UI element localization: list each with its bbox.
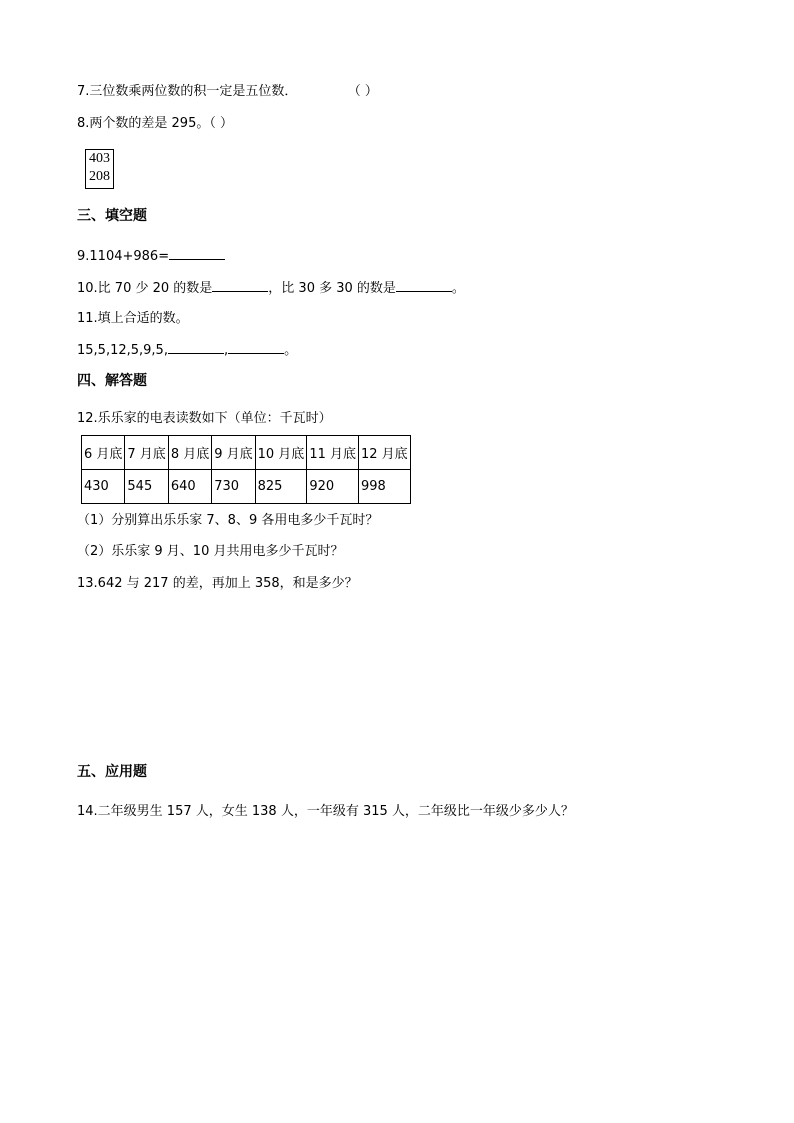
answer-blank[interactable] xyxy=(228,342,284,354)
question-9 xyxy=(77,248,225,265)
table-header-cell: 6 月底 xyxy=(82,436,125,470)
answer-blank[interactable] xyxy=(169,248,225,260)
table-cell: 998 xyxy=(359,470,411,504)
question-12 xyxy=(77,411,332,427)
answer-bracket[interactable]: （ ） xyxy=(347,84,378,99)
table-cell: 430 xyxy=(82,470,125,504)
sub-question-text: （2）乐乐家 9 月、10 月共用电多少千瓦时？ xyxy=(77,544,344,559)
sub-question-text: （1）分别算出乐乐家 7、8、9 各用电多少千瓦时？ xyxy=(77,513,379,528)
question-13 xyxy=(77,576,358,592)
sequence-end: 。 xyxy=(284,343,298,358)
table-cell: 730 xyxy=(212,470,255,504)
table-header-cell: 9 月底 xyxy=(212,436,255,470)
question-12-sub-2 xyxy=(77,544,343,560)
table-header-cell: 8 月底 xyxy=(168,436,211,470)
table-header-cell: 7 月底 xyxy=(125,436,168,470)
section-title-answer-questions: 四、解答题 xyxy=(77,373,147,389)
table-cell: 545 xyxy=(125,470,168,504)
section-title-fill-blank: 三、填空题 xyxy=(77,208,147,224)
question-11-sequence xyxy=(77,342,297,359)
question-10 xyxy=(77,280,465,297)
question-8 xyxy=(77,116,233,132)
question-10-part3: 。 xyxy=(451,281,465,296)
question-7 xyxy=(77,84,378,100)
sequence-comma: , xyxy=(223,343,229,358)
table-cell: 825 xyxy=(255,470,307,504)
table-cell: 640 xyxy=(168,470,211,504)
table-header-cell: 12 月底 xyxy=(359,436,411,470)
number-box-figure xyxy=(85,149,114,189)
table-row xyxy=(82,470,411,504)
section-title-application: 五、应用题 xyxy=(77,764,147,780)
meter-reading-table xyxy=(81,435,411,504)
box-top-number: 403 xyxy=(89,151,110,166)
question-10-part2: ，比 30 多 30 的数是 xyxy=(268,281,396,296)
question-14-text: 14.二年级男生 157 人，女生 138 人，一年级有 315 人，二年级比一年级少多少人？ xyxy=(77,804,574,819)
question-13-text: 13.642 与 217 的差，再加上 358，和是多少？ xyxy=(77,576,358,591)
box-bottom-number: 208 xyxy=(89,169,110,184)
table-header-cell: 11 月底 xyxy=(307,436,359,470)
question-11 xyxy=(77,311,189,327)
question-9-text: 9.1104+986= xyxy=(77,249,170,264)
answer-blank[interactable] xyxy=(168,342,224,354)
question-7-text: 7.三位数乘两位数的积一定是五位数． xyxy=(77,84,298,99)
table-header-cell: 10 月底 xyxy=(255,436,307,470)
question-10-part1: 10.比 70 少 20 的数是 xyxy=(77,281,213,296)
answer-blank[interactable] xyxy=(396,280,452,292)
question-8-text: 8.两个数的差是 295。（ ） xyxy=(77,116,233,131)
question-12-sub-1 xyxy=(77,513,378,529)
answer-blank[interactable] xyxy=(212,280,268,292)
table-cell: 920 xyxy=(307,470,359,504)
sequence-text: 15,5,12,5,9,5, xyxy=(77,343,168,358)
question-14 xyxy=(77,804,574,820)
question-11-text: 11.填上合适的数。 xyxy=(77,311,189,326)
table-header-row xyxy=(82,436,411,470)
question-12-text: 12.乐乐家的电表读数如下（单位：千瓦时） xyxy=(77,411,332,426)
